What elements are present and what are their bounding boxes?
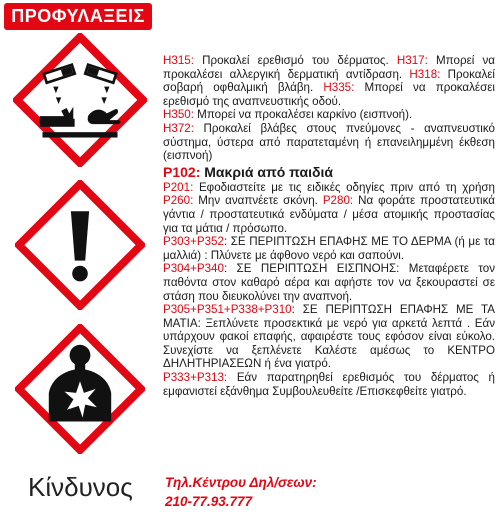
p333-statement — [163, 371, 495, 398]
h372-statement — [163, 122, 495, 163]
banner-title: ΠΡΟΦΥΛΑΞΕΙΣ — [11, 6, 145, 26]
corrosion-pictogram — [13, 33, 147, 167]
p102-code: P102: — [163, 163, 201, 180]
p305-statement — [163, 303, 495, 371]
h315-code: H315: — [163, 54, 194, 67]
h318-text: Προκαλεί σοβαρή οφθαλμική βλάβη. — [163, 67, 495, 95]
h372-code: H372: — [163, 121, 194, 135]
health-hazard-pictogram — [15, 324, 145, 454]
h350-text: Μπορεί να προκαλέσει καρκίνο (εισπνοή). — [193, 108, 413, 122]
p280-text: Να φοράτε προστατευτικά γάντια / προστατευτικά ενδύματα / μέσα ατομικής προστασίας για τα μάτια / πρόσωπο. — [163, 194, 495, 235]
signal-word: Κίνδυνος — [28, 472, 133, 502]
precautions-banner — [4, 3, 152, 30]
p280-code: P280: — [322, 194, 354, 208]
p102-statement — [163, 163, 495, 181]
p260-code: P260: — [163, 194, 194, 208]
h372-text: Προκαλεί βλάβες στους πνεύμονες - αναπνευστικό σύστημα, ύστερα από παρατεταμένη ή επανειλημμένη έκθεση (εισπνοή) — [163, 121, 495, 163]
h318-code: H318: — [409, 67, 441, 81]
exclamation-pictogram — [15, 180, 145, 310]
contact-label: Τηλ.Κέντρου Δηλ/σεων: — [165, 475, 317, 490]
contact-phone: 210-77.93.777 — [165, 494, 253, 509]
health-hazard-icon — [15, 324, 145, 454]
hazard-precaution-statements — [163, 54, 495, 398]
exclamation-mark-icon — [15, 180, 145, 310]
p260-text: Μην αναπνέετε σκόνη. — [193, 194, 323, 208]
p303-code: P303+P352 — [163, 235, 224, 249]
p303-text: : ΣΕ ΠΕΡΙΠΤΩΣΗ ΕΠΑΦΗΣ ΜΕ ΤΟ ΔΕΡΜΑ (ή με τα μαλλιά) : Πλύνετε με άφθονο νερό και σαπούνι. — [163, 235, 495, 262]
h317-code: H317: — [396, 54, 428, 67]
p201-statement — [163, 181, 495, 235]
p333-code: P333+P313: — [163, 371, 228, 385]
poison-center-contact — [165, 473, 317, 511]
h315-text: Προκαλεί ερεθισμό του δέρματος. — [193, 54, 397, 67]
h335-text: Μπορεί να προκαλέσει ερεθισμό της αναπνευστικής οδού. — [163, 81, 495, 108]
p304-statement — [163, 262, 495, 303]
p305-code: P305+P351+P338+P310 — [163, 303, 292, 317]
h350-code: H350: — [163, 108, 194, 122]
p333-text: Εάν παρατηρηθεί ερεθισμός του δέρματος ή εμφανιστεί εξάνθημα Συμβουλευθείτε /Επισκεφθείτε γιατρό. — [163, 371, 495, 398]
hazard-statements-paragraph — [163, 54, 495, 108]
h317-text: Μπορεί να προκαλέσει αλλεργική δερματική αντίδραση. — [163, 54, 495, 81]
p305-text: : ΣΕ ΠΕΡΙΠΤΩΣΗ ΕΠΑΦΗΣ ΜΕ ΤΑ ΜΑΤΙΑ: Ξεπλύνετε προσεκτικά με νερό για αρκετά λεπτά . Εάν υπάρχουν φακοί επαφής, αφαιρέστε τους εφόσον είναι εύκολο. Συνεχίστε να ξεπλένετε Καλέστε αμέσως το ΚΕΝΤΡΟ ΔΗΛΗΤΗΡΙΑΣΕΩΝ ή ένα γιατρό. — [163, 303, 495, 371]
p201-code: P201: — [163, 180, 194, 194]
p303-statement — [163, 235, 495, 262]
p304-code: P304+P340 — [163, 262, 224, 276]
p201-text: Εφοδιαστείτε με τις ειδικές οδηγίες πριν από τη χρήση — [193, 180, 495, 194]
h350-statement — [163, 108, 495, 122]
h335-code: H335: — [323, 81, 355, 95]
p102-text: Μακριά από παιδιά — [200, 163, 333, 180]
corrosion-icon — [13, 33, 147, 167]
p304-text: : ΣΕ ΠΕΡΙΠΤΩΣΗ ΕΙΣΠΝΟΗΣ: Μεταφέρετε τον παθόντα στον καθαρό αέρα και αφήστε τον να ξεκουραστεί σε στάση που διευκολύνει την αναπνοή. — [163, 262, 495, 303]
